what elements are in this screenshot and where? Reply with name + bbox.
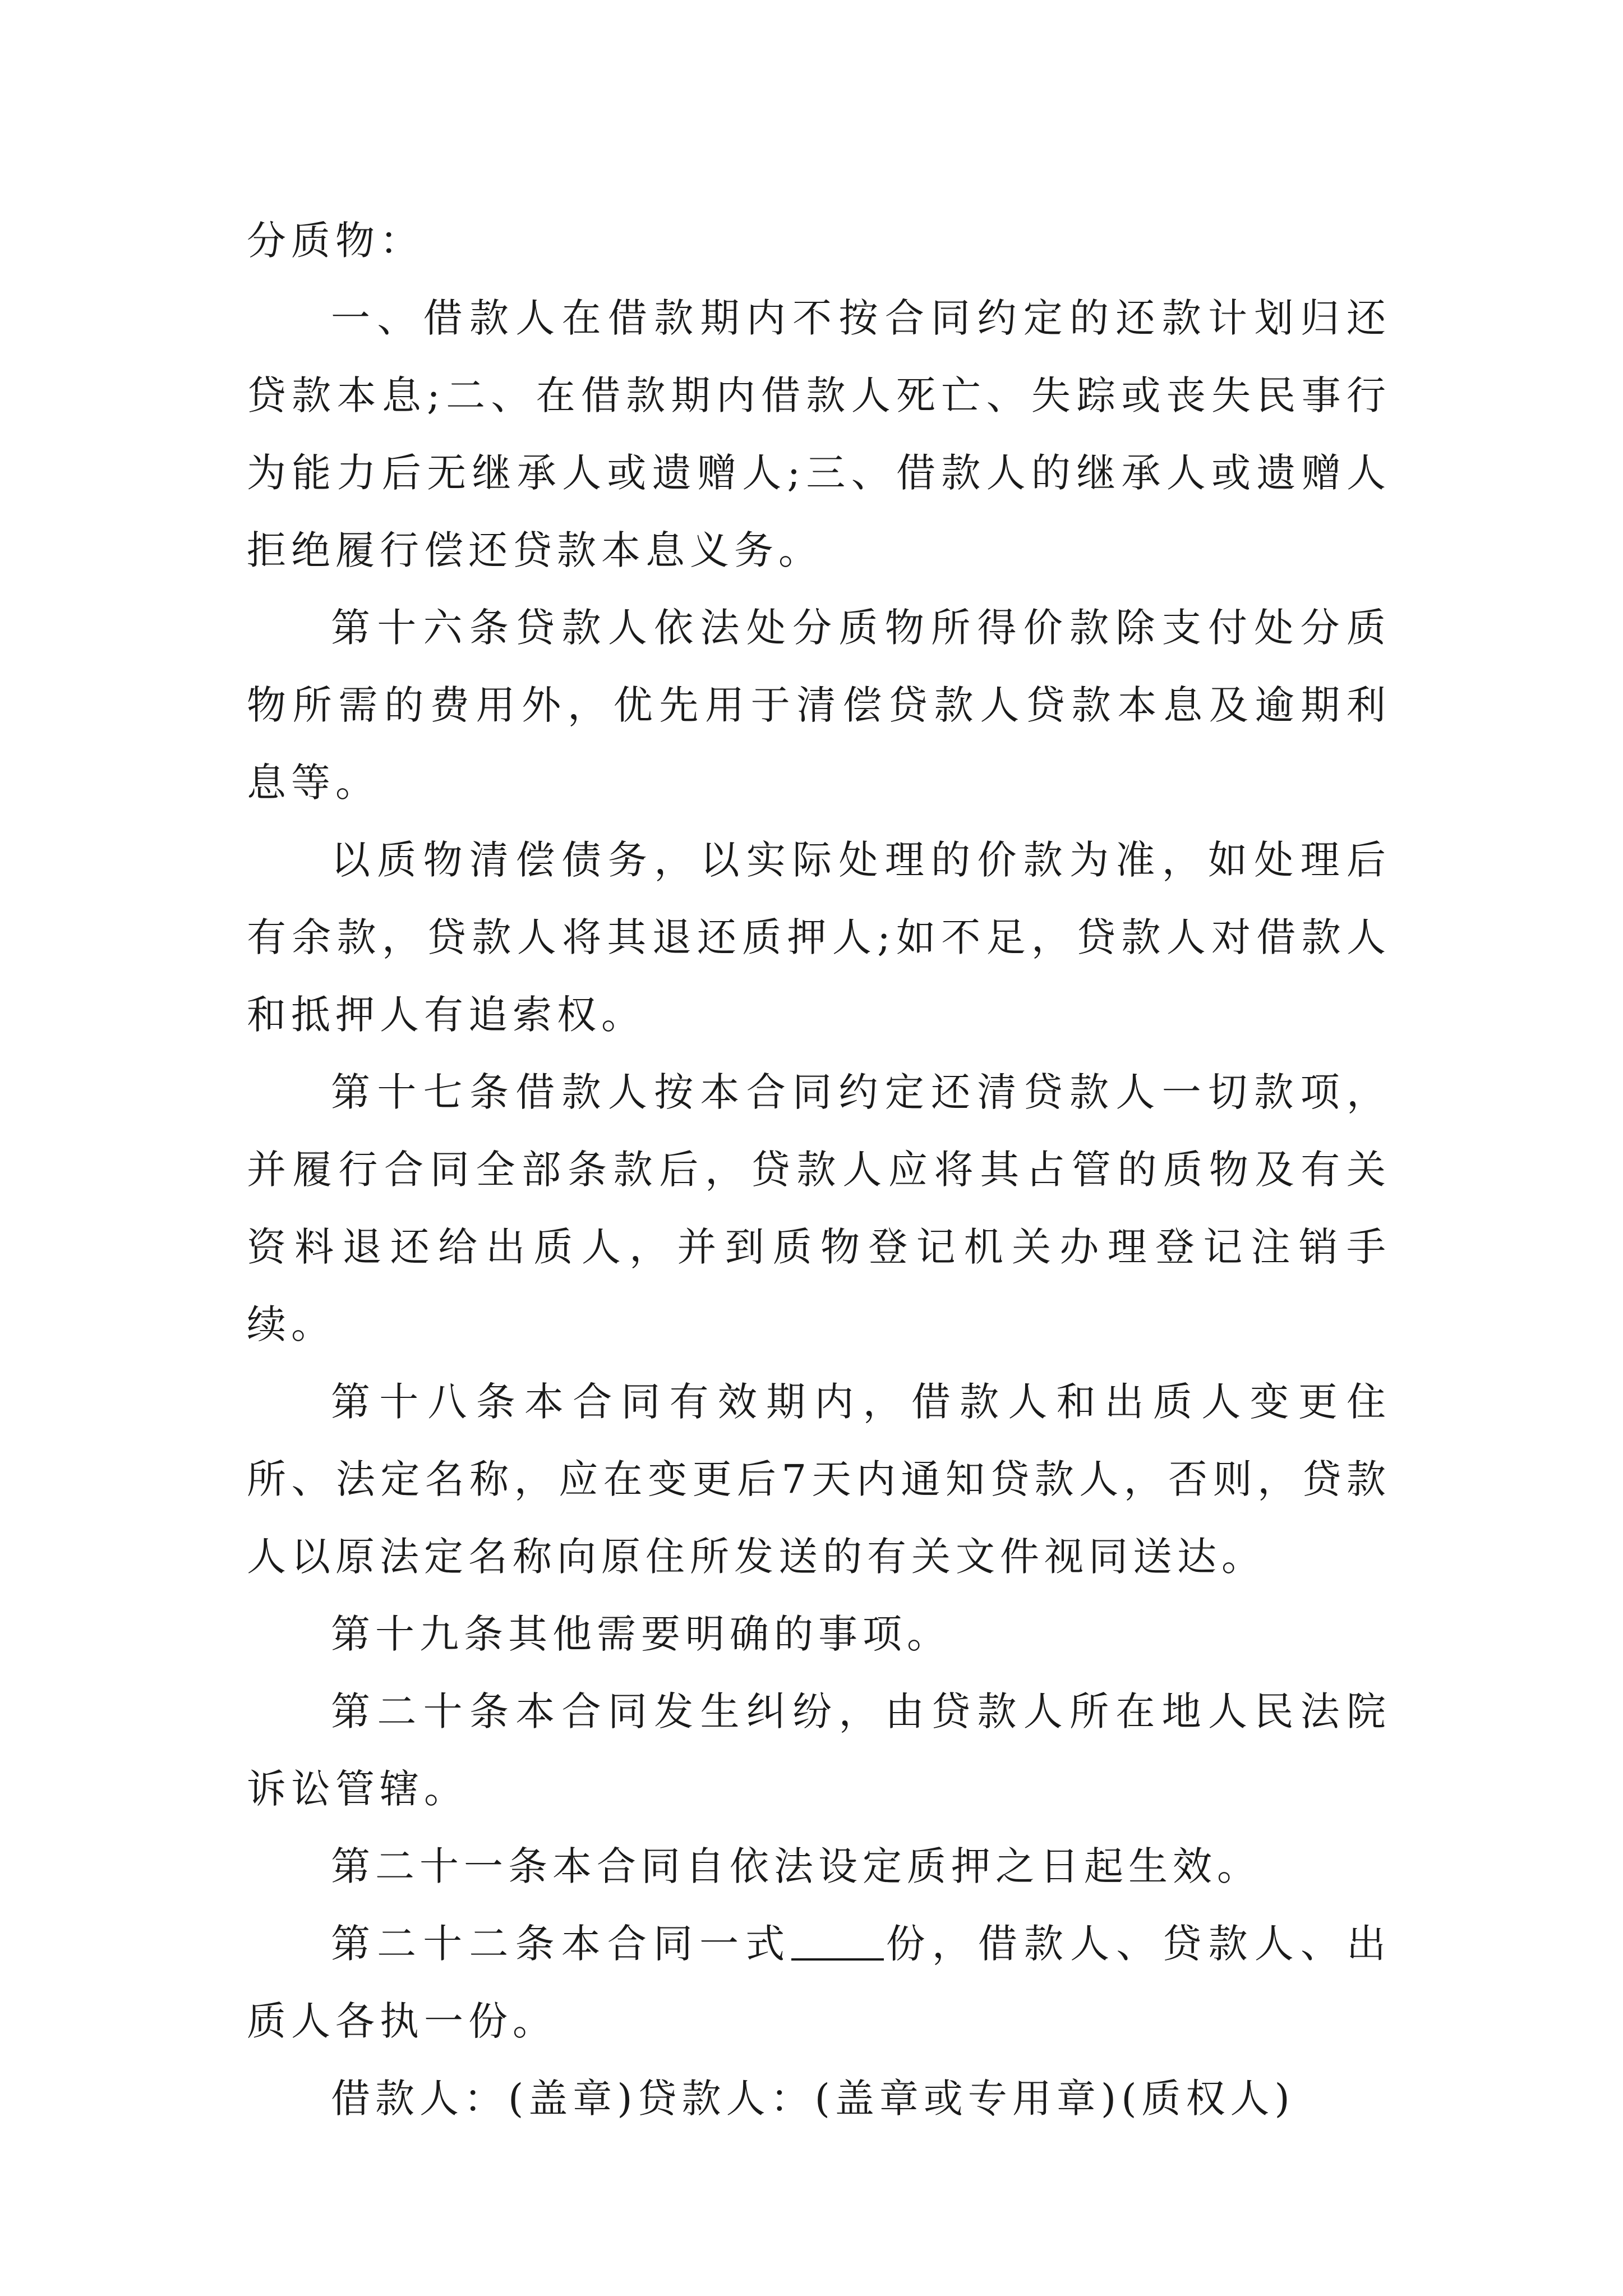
paragraph-article-17: 第十七条借款人按本合同约定还清贷款人一切款项，并履行合同全部条款后，贷款人应将其占管的质物及有关资料退还给出质人，并到质物登记机关办理登记注销手续。 (247, 1069, 1391, 1347)
paragraph-article-22 (247, 1905, 1391, 2060)
paragraph-debt-settlement: 以质物清偿债务，以实际处理的价款为准，如处理后有余款，贷款人将其退还质押人;如不足，贷款人对借款人和抵押人有追索权。 (247, 837, 1391, 1038)
paragraph-article-18: 第十八条本合同有效期内，借款人和出质人变更住所、法定名称，应在变更后7天内通知贷款人，否则，贷款人以原法定名称向原住所发送的有关文件视同送达。 (247, 1379, 1391, 1580)
paragraph-continuation: 分质物： (247, 218, 424, 264)
copies-clause-before: 第二十二条本合同一式 (331, 1921, 792, 1967)
copies-clause-after: 份，借款人、贷款人、出质人各执一份。 (247, 1921, 1391, 2044)
paragraph-article-20: 第二十条本合同发生纠纷，由贷款人所在地人民法院诉讼管辖。 (247, 1688, 1391, 1812)
document-page (247, 202, 1391, 2137)
paragraph-article-16: 第十六条贷款人依法处分质物所得价款除支付处分质物所需的费用外，优先用于清偿贷款人贷款本息及逾期利息等。 (247, 605, 1391, 806)
paragraph-article-21: 第二十一条本合同自依法设定质押之日起生效。 (331, 1843, 1261, 1889)
signature-line: 借款人：(盖章)贷款人：(盖章或专用章)(质权人) (331, 2076, 1295, 2122)
paragraph-article-19: 第十九条其他需要明确的事项。 (331, 1611, 951, 1657)
paragraph-default-conditions: 一、借款人在借款期内不按合同约定的还款计划归还贷款本息;二、在借款期内借款人死亡、失踪或丧失民事行为能力后无继承人或遗赠人;三、借款人的继承人或遗赠人拒绝履行偿还贷款本息义务。 (247, 295, 1391, 573)
copies-blank-field (791, 1925, 884, 1961)
